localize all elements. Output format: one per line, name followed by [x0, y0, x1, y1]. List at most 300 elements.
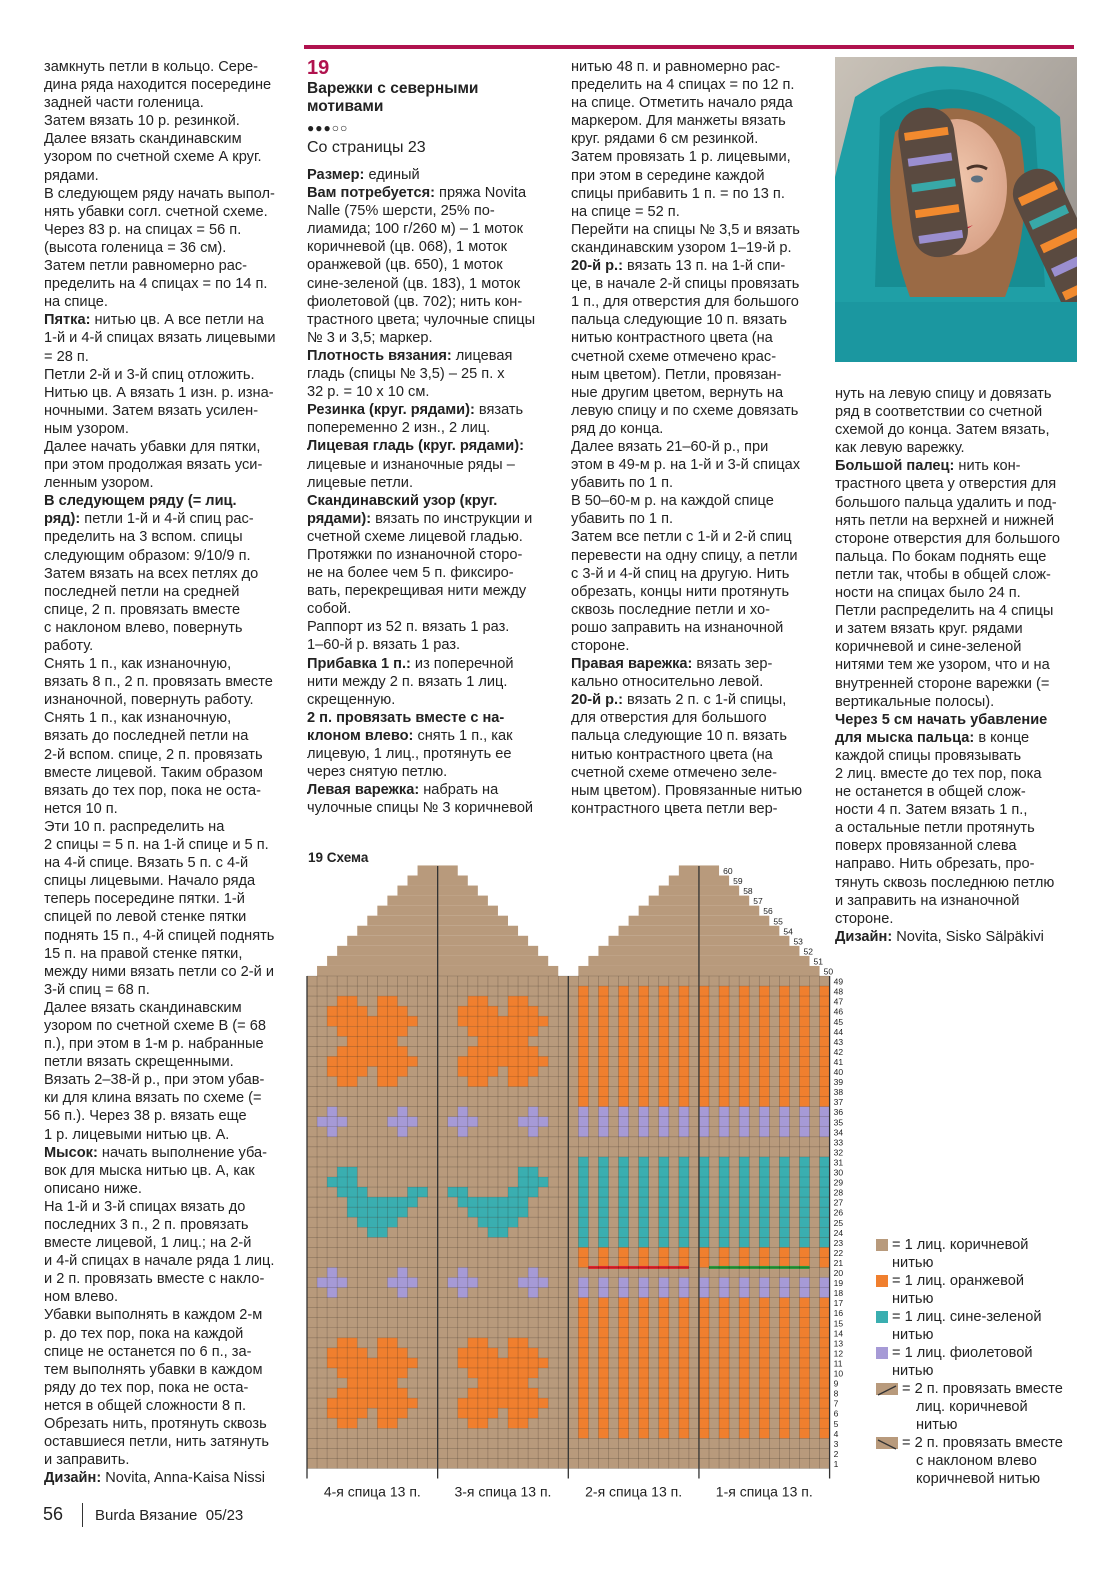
text-line — [571, 727, 821, 745]
purple-cross-cell — [397, 1278, 407, 1288]
purple-stripe-cell — [820, 1278, 830, 1288]
text-line — [307, 474, 557, 492]
purple-cross-cell — [327, 1127, 337, 1137]
text-line — [44, 311, 288, 329]
text-line-bold: Скандинавский узор (круг. — [307, 492, 498, 509]
orange-flower-cell — [478, 1358, 488, 1368]
orange-flower-cell — [337, 1046, 347, 1056]
teal-bird-cell — [337, 1167, 347, 1177]
difficulty-rating: ●●●○○ — [307, 121, 349, 135]
purple-stripe-cell — [779, 1288, 789, 1298]
text-line — [571, 329, 821, 347]
row-number: 11 — [833, 1358, 843, 1369]
orange-stripe-cell — [699, 1056, 709, 1066]
orange-stripe-cell — [820, 1006, 830, 1016]
orange-stripe-cell — [699, 1016, 709, 1026]
orange-stripe-cell — [820, 1318, 830, 1328]
orange-stripe-cell — [699, 1388, 709, 1398]
row-number: 5 — [833, 1418, 839, 1429]
text-line — [44, 1234, 288, 1252]
orange-flower-cell — [498, 1056, 508, 1066]
legend-entry — [876, 1344, 1032, 1380]
orange-stripe-cell — [779, 1298, 789, 1308]
orange-stripe-cell — [639, 1378, 649, 1388]
text-line — [44, 474, 288, 492]
text-line — [571, 239, 821, 257]
orange-flower-cell — [357, 1016, 367, 1026]
teal-bird-cell — [458, 1187, 468, 1197]
orange-flower-cell — [518, 1077, 528, 1087]
teal-stripe-cell — [820, 1187, 830, 1197]
orange-stripe-cell — [639, 1046, 649, 1056]
purple-cross-cell — [528, 1117, 538, 1127]
text-line — [571, 76, 821, 94]
teal-stripe-cell — [820, 1227, 830, 1237]
orange-stripe-cell — [699, 1006, 709, 1016]
text-line — [44, 58, 288, 76]
teal-stripe-cell — [799, 1157, 809, 1167]
orange-flower-cell — [387, 1036, 397, 1046]
orange-flower-cell — [387, 996, 397, 1006]
orange-stripe-cell — [619, 1298, 629, 1308]
text-line-body: обрезать, концы нити протянуть — [571, 583, 790, 600]
row-number: 10 — [833, 1368, 844, 1379]
text-line-body: чулочные спицы № 3 коричневой — [307, 800, 534, 817]
orange-stripe-cell — [739, 986, 749, 996]
row-number: 24 — [833, 1227, 844, 1238]
text-line — [571, 366, 821, 384]
orange-flower-cell — [478, 1418, 488, 1428]
text-line-body: Nalle (75% шерсти, 25% по- — [307, 203, 495, 220]
purple-cross-cell — [397, 1117, 407, 1127]
teal-stripe-cell — [598, 1177, 608, 1187]
text-line — [44, 908, 288, 926]
purple-stripe-cell — [799, 1127, 809, 1137]
text-line — [44, 782, 288, 800]
text-line-body: ряду до тех пор, пока не оста- — [44, 1379, 249, 1396]
text-line — [44, 637, 288, 655]
orange-flower-cell — [387, 1026, 397, 1036]
row-number: 12 — [833, 1348, 844, 1359]
teal-stripe-cell — [799, 1227, 809, 1237]
row-number: 47 — [833, 996, 844, 1007]
text-line — [307, 492, 557, 510]
row-number: 53 — [793, 936, 803, 947]
text-line — [571, 130, 821, 148]
orange-stripe-cell — [639, 1077, 649, 1087]
text-line-body: ночными. Затем вязать усилен- — [44, 402, 259, 419]
row-number: 29 — [833, 1177, 844, 1188]
text-line — [44, 655, 288, 673]
purple-stripe-cell — [699, 1278, 709, 1288]
orange-stripe-cell — [739, 1046, 749, 1056]
orange-flower-cell — [468, 1046, 478, 1056]
text-line — [835, 711, 1080, 729]
teal-stripe-cell — [779, 1187, 789, 1197]
text-line — [307, 600, 557, 618]
teal-stripe-cell — [679, 1187, 689, 1197]
orange-stripe-cell — [719, 1308, 729, 1318]
orange-flower-cell — [357, 1358, 367, 1368]
orange-flower-cell — [498, 1398, 508, 1408]
color-swatch — [876, 1311, 888, 1323]
text-line-body: внутренней стороне варежки (= — [835, 675, 1050, 692]
text-line — [44, 547, 288, 565]
orange-flower-cell — [538, 1016, 548, 1026]
text-line — [44, 1325, 288, 1343]
text-line — [44, 565, 288, 583]
teal-bird-cell — [347, 1197, 357, 1207]
row-number: 36 — [833, 1107, 844, 1118]
text-line-body: каждой спицы провязывать — [835, 747, 1022, 764]
orange-stripe-cell — [719, 1257, 729, 1267]
text-line — [307, 365, 557, 383]
orange-flower-cell — [498, 1036, 508, 1046]
text-line-body: вязать 13 п. на 1-й спи- — [622, 258, 786, 275]
orange-flower-cell — [508, 1378, 518, 1388]
purple-stripe-cell — [699, 1107, 709, 1117]
orange-flower-cell — [347, 1418, 357, 1428]
orange-stripe-cell — [619, 996, 629, 1006]
teal-bird-cell — [418, 1187, 428, 1197]
orange-stripe-cell — [659, 1398, 669, 1408]
decrease-symbol-icon — [876, 1383, 898, 1395]
orange-stripe-cell — [820, 1026, 830, 1036]
text-line-body: вязать до тех пор, пока не оста- — [44, 782, 261, 799]
orange-stripe-cell — [639, 1418, 649, 1428]
orange-flower-cell — [367, 1056, 377, 1066]
orange-stripe-cell — [699, 1247, 709, 1257]
orange-stripe-cell — [619, 1036, 629, 1046]
orange-stripe-cell — [739, 1428, 749, 1438]
orange-flower-cell — [488, 1066, 498, 1076]
purple-stripe-cell — [679, 1278, 689, 1288]
teal-stripe-cell — [578, 1227, 588, 1237]
purple-cross-cell — [327, 1267, 337, 1277]
text-line — [44, 76, 288, 94]
orange-flower-cell — [337, 1056, 347, 1066]
text-line — [44, 890, 288, 908]
teal-stripe-cell — [619, 1237, 629, 1247]
purple-stripe-cell — [578, 1107, 588, 1117]
orange-stripe-cell — [759, 1408, 769, 1418]
teal-stripe-cell — [659, 1207, 669, 1217]
text-line-body: ности на спицах было 24 п. — [835, 585, 1021, 602]
orange-stripe-cell — [759, 1338, 769, 1348]
orange-stripe-cell — [719, 1398, 729, 1408]
text-line-body: узором по счетной схеме В (= 68 — [44, 1017, 266, 1034]
text-line-body: Далее вязать скандинавским — [44, 131, 242, 148]
teal-bird-cell — [508, 1187, 518, 1197]
orange-flower-cell — [488, 1398, 498, 1408]
text-line — [44, 691, 288, 709]
orange-stripe-cell — [659, 1026, 669, 1036]
purple-cross-cell — [518, 1117, 528, 1127]
orange-stripe-cell — [578, 1026, 588, 1036]
orange-stripe-cell — [679, 1298, 689, 1308]
orange-stripe-cell — [679, 1388, 689, 1398]
orange-flower-cell — [518, 1066, 528, 1076]
orange-stripe-cell — [779, 1016, 789, 1026]
purple-stripe-cell — [699, 1288, 709, 1298]
orange-stripe-cell — [779, 1308, 789, 1318]
text-line-body: 3-й спиц = 68 п. — [44, 981, 150, 998]
text-line — [571, 746, 821, 764]
teal-stripe-cell — [578, 1217, 588, 1227]
row-number: 44 — [833, 1026, 844, 1037]
issue-number: 05/23 — [205, 1507, 244, 1524]
teal-bird-cell — [508, 1197, 518, 1207]
teal-stripe-cell — [598, 1167, 608, 1177]
orange-stripe-cell — [619, 1077, 629, 1087]
text-line — [307, 546, 557, 564]
orange-stripe-cell — [578, 1247, 588, 1257]
text-line — [571, 619, 821, 637]
row-number: 55 — [773, 916, 783, 927]
purple-stripe-cell — [659, 1117, 669, 1127]
orange-stripe-cell — [779, 1097, 789, 1107]
teal-bird-cell — [377, 1207, 387, 1217]
teal-bird-cell — [357, 1197, 367, 1207]
orange-stripe-cell — [739, 1257, 749, 1267]
text-line — [571, 167, 821, 185]
text-line-body: скрещенную. — [307, 691, 396, 708]
purple-stripe-cell — [598, 1278, 608, 1288]
orange-stripe-cell — [759, 1247, 769, 1257]
orange-stripe-cell — [799, 1066, 809, 1076]
purple-stripe-cell — [820, 1288, 830, 1298]
orange-stripe-cell — [578, 1066, 588, 1076]
text-line-body: Далее начать убавки для пятки, — [44, 438, 261, 455]
teal-stripe-cell — [619, 1187, 629, 1197]
teal-bird-cell — [518, 1187, 528, 1197]
orange-flower-cell — [337, 996, 347, 1006]
orange-stripe-cell — [820, 1046, 830, 1056]
orange-flower-cell — [468, 996, 478, 1006]
text-line — [44, 185, 288, 203]
orange-stripe-cell — [598, 1247, 608, 1257]
purple-stripe-cell — [659, 1288, 669, 1298]
text-line-bold: Большой палец: — [835, 458, 955, 475]
purple-cross-cell — [458, 1107, 468, 1117]
text-line — [571, 58, 821, 76]
text-line-body: не останется в общей слож- — [835, 784, 1026, 801]
orange-flower-cell — [478, 1368, 488, 1378]
orange-flower-cell — [528, 1408, 538, 1418]
purple-cross-cell — [528, 1127, 538, 1137]
orange-flower-cell — [528, 1388, 538, 1398]
orange-flower-cell — [508, 1006, 518, 1016]
orange-stripe-cell — [719, 1056, 729, 1066]
orange-stripe-cell — [719, 1066, 729, 1076]
text-line-body: вязать зер- — [692, 656, 773, 673]
orange-flower-cell — [488, 1378, 498, 1388]
text-line-body: пальца. По бокам поднять еще — [835, 548, 1047, 565]
teal-stripe-cell — [578, 1207, 588, 1217]
text-line — [571, 474, 821, 492]
teal-bird-cell — [337, 1177, 347, 1187]
orange-flower-cell — [518, 1418, 528, 1428]
orange-stripe-cell — [739, 1358, 749, 1368]
orange-stripe-cell — [598, 1257, 608, 1267]
orange-stripe-cell — [679, 1006, 689, 1016]
orange-stripe-cell — [759, 1097, 769, 1107]
purple-cross-cell — [468, 1117, 478, 1127]
text-line — [307, 383, 557, 401]
text-line-bold: Пятка: — [44, 312, 91, 329]
text-line — [44, 1144, 288, 1162]
teal-stripe-cell — [759, 1197, 769, 1207]
orange-stripe-cell — [739, 1348, 749, 1358]
teal-stripe-cell — [779, 1217, 789, 1227]
row-number: 2 — [833, 1448, 839, 1459]
orange-flower-cell — [347, 1026, 357, 1036]
text-line-body: Вязать 2–38-й р., при этом убав- — [44, 1072, 265, 1089]
orange-stripe-cell — [578, 1368, 588, 1378]
text-line-body: Снять 1 п., как изнаночную, — [44, 656, 232, 673]
legend-line: нитью — [892, 1363, 934, 1379]
text-line — [44, 1433, 288, 1451]
teal-stripe-cell — [759, 1217, 769, 1227]
text-line-body: поднять 15 п., 4-й спицей поднять — [44, 927, 275, 944]
text-line-body: начать выполнение уба- — [97, 1144, 267, 1161]
legend-line: с наклоном влево — [916, 1453, 1037, 1469]
orange-flower-cell — [327, 1016, 337, 1026]
orange-stripe-cell — [639, 1398, 649, 1408]
orange-flower-cell — [347, 1338, 357, 1348]
teal-stripe-cell — [799, 1167, 809, 1177]
text-line — [835, 819, 1080, 837]
orange-flower-cell — [357, 1036, 367, 1046]
text-line-body: сине-зеленой (цв. 183), 1 моток — [307, 275, 521, 292]
orange-stripe-cell — [619, 1378, 629, 1388]
orange-stripe-cell — [820, 1257, 830, 1267]
teal-stripe-cell — [578, 1167, 588, 1177]
text-line-body: Эти 10 п. распределить на — [44, 818, 225, 835]
text-line — [44, 1107, 288, 1125]
orange-flower-cell — [387, 1046, 397, 1056]
orange-stripe-cell — [799, 1247, 809, 1257]
orange-flower-cell — [508, 1418, 518, 1428]
text-line — [571, 528, 821, 546]
orange-stripe-cell — [578, 1016, 588, 1026]
text-line — [44, 927, 288, 945]
purple-stripe-cell — [759, 1278, 769, 1288]
purple-stripe-cell — [719, 1117, 729, 1127]
text-line-body: пальца следующие 10 п. вязать — [571, 728, 787, 745]
text-line-body: левую спицу и по схеме довязать — [571, 402, 799, 419]
text-line-body: и 2 п. провязать вместе с накло- — [44, 1271, 265, 1288]
purple-cross-cell — [448, 1278, 458, 1288]
orange-flower-cell — [478, 1066, 488, 1076]
text-line-body: с наклоном влево, повернуть — [44, 619, 243, 636]
orange-stripe-cell — [598, 1328, 608, 1338]
text-line-bold: ряд): — [44, 511, 81, 528]
text-line — [44, 1252, 288, 1270]
text-line-body: Раппорт из 52 п. вязать 1 раз. — [307, 619, 510, 636]
text-line — [44, 329, 288, 347]
text-line — [835, 729, 1080, 747]
text-line-body: ки для клина вязать по схеме (= — [44, 1090, 262, 1107]
teal-stripe-cell — [578, 1197, 588, 1207]
purple-stripe-cell — [619, 1107, 629, 1117]
teal-stripe-cell — [719, 1167, 729, 1177]
text-line-bold: Прибавка 1 п.: — [307, 655, 411, 672]
text-line — [44, 1198, 288, 1216]
purple-stripe-cell — [719, 1288, 729, 1298]
orange-flower-cell — [337, 1077, 347, 1087]
orange-stripe-cell — [779, 1077, 789, 1087]
color-swatch — [876, 1275, 888, 1287]
orange-stripe-cell — [679, 1368, 689, 1378]
text-line-body: схемой до конца. Затем вязать, — [835, 422, 1050, 439]
teal-stripe-cell — [699, 1187, 709, 1197]
purple-cross-cell — [458, 1267, 468, 1277]
orange-stripe-cell — [619, 1418, 629, 1428]
orange-stripe-cell — [820, 1398, 830, 1408]
text-line — [307, 311, 557, 329]
text-column-3 — [571, 58, 821, 818]
text-line — [307, 781, 557, 799]
orange-flower-cell — [518, 1408, 528, 1418]
text-line — [307, 456, 557, 474]
orange-flower-cell — [518, 1398, 528, 1408]
orange-stripe-cell — [679, 1247, 689, 1257]
row-number: 41 — [833, 1056, 844, 1067]
text-line — [835, 928, 1080, 946]
text-line-body: р. до тех пор, пока на каждой — [44, 1325, 244, 1342]
orange-stripe-cell — [820, 1036, 830, 1046]
purple-stripe-cell — [659, 1127, 669, 1137]
orange-stripe-cell — [739, 1006, 749, 1016]
text-line — [44, 746, 288, 764]
text-line — [44, 981, 288, 999]
orange-flower-cell — [468, 1056, 478, 1066]
teal-bird-cell — [498, 1227, 508, 1237]
text-line — [307, 510, 557, 528]
text-line — [44, 800, 288, 818]
text-line-body: на спице. — [44, 294, 108, 311]
orange-stripe-cell — [779, 1006, 789, 1016]
legend-entry — [876, 1236, 1028, 1272]
orange-flower-cell — [518, 1348, 528, 1358]
teal-bird-cell — [377, 1227, 387, 1237]
text-line-body: нитью 48 п. и равномерно рас- — [571, 59, 781, 75]
teal-stripe-cell — [719, 1197, 729, 1207]
orange-flower-cell — [357, 1378, 367, 1388]
text-line-body: коричневой и сине-зеленой — [835, 639, 1022, 656]
orange-flower-cell — [498, 1378, 508, 1388]
orange-flower-cell — [327, 1408, 337, 1418]
orange-stripe-cell — [739, 1308, 749, 1318]
teal-stripe-cell — [699, 1237, 709, 1247]
row-number: 49 — [833, 976, 844, 987]
orange-stripe-cell — [598, 996, 608, 1006]
text-line-bold: Лицевая гладь (круг. рядами): — [307, 438, 524, 455]
teal-bird-cell — [508, 1217, 518, 1227]
text-line — [307, 401, 557, 419]
orange-stripe-cell — [759, 1308, 769, 1318]
text-line-body: Петли 2-й и 3-й спиц отложить. — [44, 366, 255, 383]
orange-flower-cell — [478, 1388, 488, 1398]
teal-stripe-cell — [699, 1227, 709, 1237]
purple-stripe-cell — [799, 1117, 809, 1127]
text-line-body: Убавки выполнять в каждом 2-м — [44, 1307, 263, 1324]
orange-stripe-cell — [820, 1016, 830, 1026]
purple-stripe-cell — [779, 1107, 789, 1117]
orange-stripe-cell — [820, 1097, 830, 1107]
text-line — [571, 764, 821, 782]
